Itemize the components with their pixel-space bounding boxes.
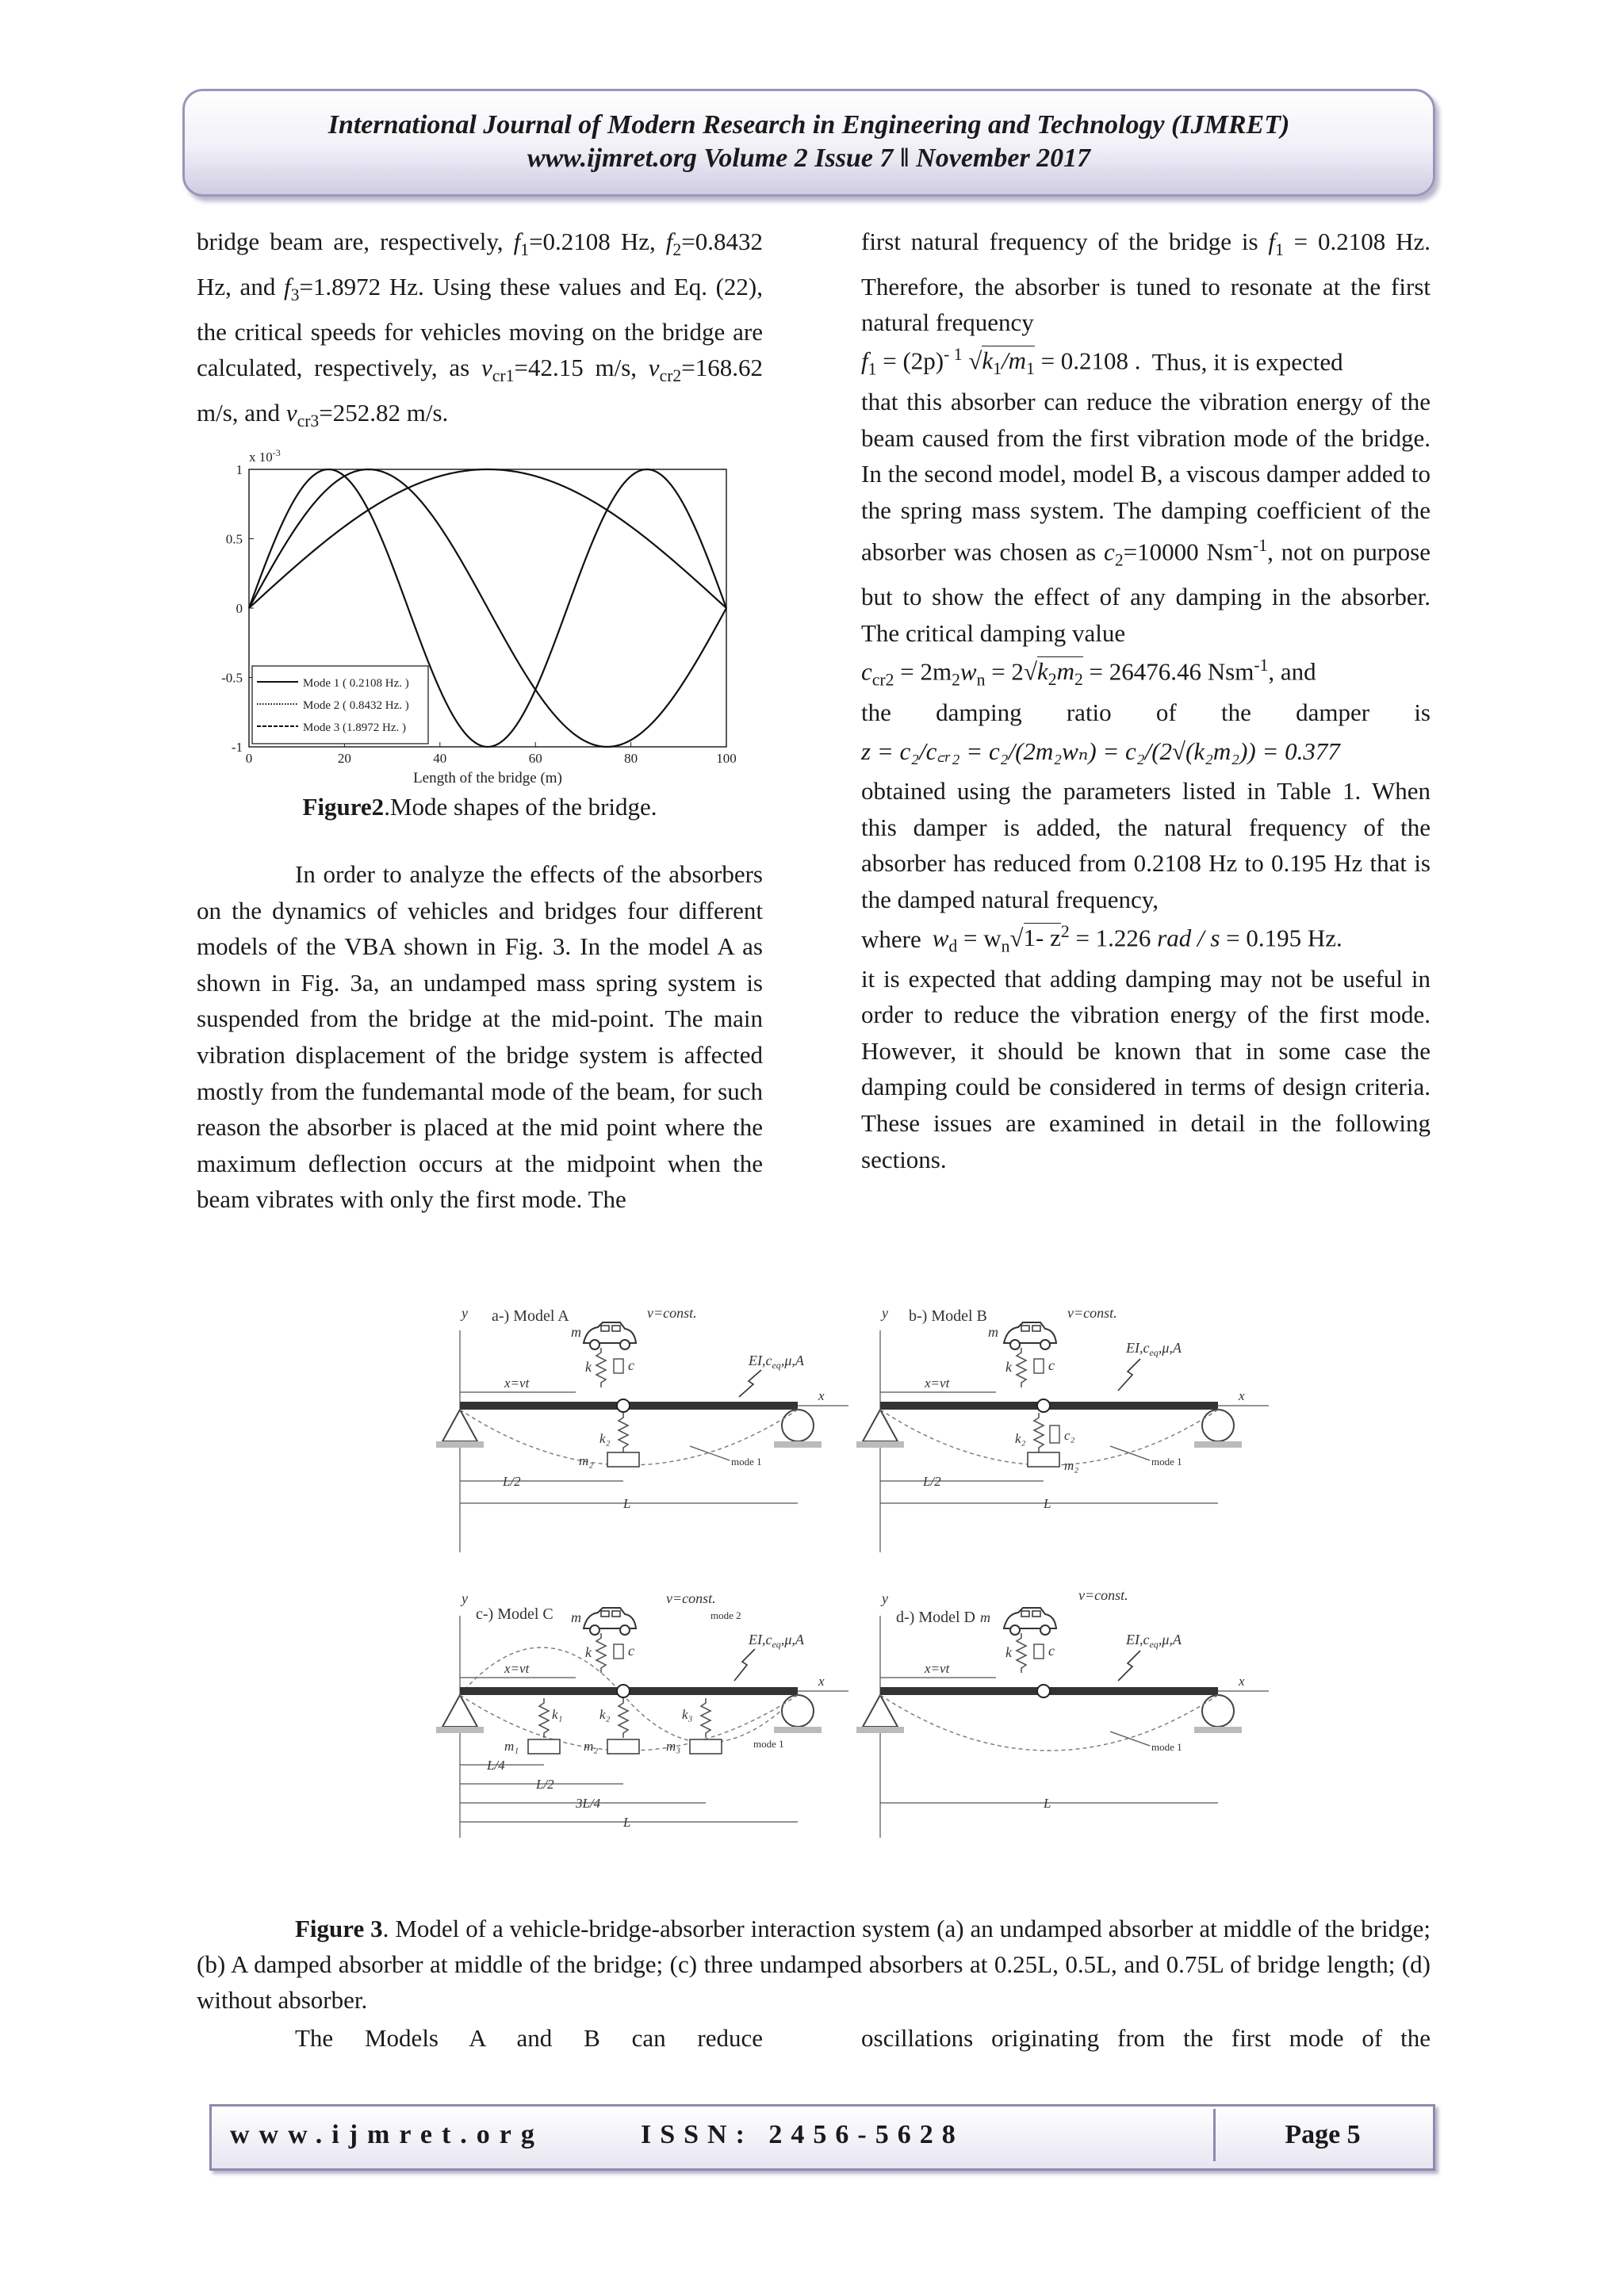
x-tick-label: 80 — [624, 751, 638, 766]
absorber-spring-icon — [619, 1698, 628, 1738]
ei-label-c: $EI,c_{eq},\mu,A$ — [749, 1632, 804, 1650]
roller-support-icon — [1194, 1695, 1242, 1733]
absorber-spring-icon — [701, 1698, 710, 1738]
mode1-label-d: mode 1 — [1151, 1741, 1182, 1753]
legend-mode-3: Mode 3 (1.8972 Hz. ) — [303, 721, 406, 734]
mode1-label-c: mode 1 — [753, 1738, 784, 1750]
c-label-b: c — [1048, 1357, 1055, 1373]
L-label-c: L — [623, 1815, 631, 1830]
roller-support-icon — [774, 1695, 822, 1733]
equation-damped-frequency: where $w_d = w_n√1-$ $z^2 = 1.226$ rad / s = 0.195 Hz. — [861, 921, 1342, 956]
x-tick-label: 20 — [337, 751, 351, 766]
absorber-spring-icon — [619, 1413, 628, 1452]
vconst-a: v=const. — [647, 1305, 697, 1321]
figure3-caption: Figure 3. Model of a vehicle-bridge-absorber interaction system (a) an undamped absorber at middle of the bridge; (b) A damped absorber at middle of the bridge; (c) three undamped absorbers at 0.25L, 0.5L, and 0.75L of bridge length; (d) without absorber. — [197, 1915, 1431, 2014]
right-paragraph-1: first natural frequency of the bridge is $f_1 = 0.2108$ Hz. Therefore, the absorber is tuned to resonate at the first natural frequency — [861, 228, 1431, 337]
right-paragraph-5: it is expected that adding damping may not be useful in order to reduce the vibration energy of the first mode. However, it should be known that in some case the damping could be considered in terms of design criteria. These issues are examined in detail in the following sections. — [861, 964, 1431, 1173]
xvt-label-b: x=vt — [925, 1376, 950, 1391]
axis-y-a: y — [462, 1305, 468, 1321]
mode-shape-chart — [197, 447, 763, 794]
c2-label-b: c₂ — [1064, 1428, 1075, 1443]
ei-label-b: $EI,c_{eq},\mu,A$ — [1126, 1340, 1182, 1358]
m2-label-a: m₂ — [579, 1453, 594, 1468]
vconst-b: v=const. — [1067, 1305, 1117, 1321]
vehicle-icon — [584, 1608, 636, 1635]
roller-support-icon — [774, 1410, 822, 1448]
k-label-c: k — [585, 1644, 592, 1660]
L-label-b: L — [1044, 1496, 1051, 1511]
mass-label-a: m — [571, 1324, 581, 1340]
y-tick-label: 0 — [236, 601, 243, 616]
k-label-b: k — [1005, 1359, 1012, 1375]
chart-scale-label: x $10^{-3}$ — [249, 447, 281, 465]
vehicle-spring-icon — [596, 1348, 606, 1387]
footer-page-number: Page 5 — [1213, 2109, 1430, 2161]
vehicle-icon — [1004, 1322, 1056, 1349]
chart-xlabel: Length of the bridge (m) — [413, 770, 562, 786]
vehicle-icon — [1004, 1608, 1056, 1635]
ei-label-d: $EI,c_{eq},\mu,A$ — [1126, 1632, 1182, 1650]
axis-x-a: x — [818, 1388, 825, 1403]
axis-x-d: x — [1239, 1674, 1245, 1689]
left-paragraph-1: bridge beam are, respectively, $f_1=0.2108$ Hz, $f_2=0.8432$ Hz, and $f_3=1.8972$ Hz. Using these values and Eq. (22), the critical speeds for vehicles moving on the bridge are calculated, respectively, as $v_{cr1}=42.15$ m/s, $v_{cr2}=168.62$ m/s, and $v_{cr3}=252.82$ m/s. — [197, 228, 763, 431]
vconst-d: v=const. — [1078, 1587, 1128, 1603]
x-tick-label: 40 — [433, 751, 447, 766]
axis-x-c: x — [818, 1674, 825, 1689]
pinned-support-icon — [436, 1695, 484, 1733]
panel-c-title: c-) Model C — [476, 1605, 553, 1623]
L-label-a: L — [623, 1496, 631, 1511]
x-tick-label: 0 — [245, 751, 253, 766]
xvt-label-c: x=vt — [504, 1661, 530, 1676]
pinned-support-icon — [856, 1410, 904, 1448]
ei-label-a: $EI,c_{eq},\mu,A$ — [749, 1353, 804, 1371]
right-paragraph-4: obtained using the parameters listed in Table 1. When this damper is added, the natural frequency of the absorber has reduced from 0.2108 Hz to 0.195 Hz that is the damped natural frequency, — [861, 777, 1431, 914]
journal-issue: www.ijmret.org Volume 2 Issue 7 ǁ November 2017 — [527, 144, 1091, 173]
pinned-support-icon — [856, 1695, 904, 1733]
axis-x-b: x — [1239, 1388, 1245, 1403]
mode-1-line — [249, 469, 726, 608]
right-paragraph-3: the damping ratio of the damper is — [861, 698, 1431, 726]
m2-label-c: m₂ — [584, 1739, 599, 1754]
right-paragraph-2: that this absorber can reduce the vibration energy of the beam caused from the first vibration mode of the bridge. In the second model, model B, a viscous damper added to the spring mass system. The damping coefficient of the absorber was chosen as $c_2=10000$ Nsm$^{-1}$, not on purpose but to show the effect of any damping in the absorber. The critical damping value — [861, 387, 1431, 648]
L2-label-a: L/2 — [503, 1474, 521, 1489]
mode1-label-a: mode 1 — [731, 1456, 762, 1468]
m2-label-b: m₂ — [1064, 1458, 1079, 1473]
axis-y-b: y — [882, 1305, 888, 1321]
vehicle-spring-icon — [1017, 1348, 1026, 1387]
panel-d-title: d-) Model D — [896, 1609, 975, 1626]
figure2-caption: Figure2.Mode shapes of the bridge. — [302, 793, 657, 821]
panel-b-title: b-) Model B — [909, 1307, 987, 1325]
vehicle-spring-icon — [596, 1633, 606, 1673]
L-label-d: L — [1044, 1796, 1051, 1811]
legend-mode-2: Mode 2 ( 0.8432 Hz. ) — [303, 699, 409, 712]
left-column — [197, 224, 763, 440]
vconst-c: v=const. — [666, 1590, 716, 1606]
roller-support-icon — [1194, 1410, 1242, 1448]
bottom-text-right: oscillations originating from the first mode of the — [861, 2024, 1431, 2052]
y-tick-label: -1 — [231, 740, 243, 755]
panel-a — [436, 1305, 848, 1552]
m3-label-c: m₃ — [666, 1739, 681, 1754]
y-tick-label: -0.5 — [221, 670, 243, 686]
k2-label-a: k₂ — [599, 1431, 611, 1446]
right-column — [861, 224, 1431, 1177]
equation-critical-damping: $c_{cr2} = 2m_2w_n = 2√k_2m_2 = 26476.46$ Nsm$^{-1}$, and — [861, 655, 1316, 690]
k3-label-c: k₃ — [682, 1707, 693, 1722]
k-label-d: k — [1005, 1644, 1012, 1660]
vehicle-spring-icon — [1017, 1633, 1026, 1673]
c-label-a: c — [628, 1357, 634, 1373]
axis-y-d: y — [882, 1590, 888, 1606]
x-tick-label: 60 — [528, 751, 542, 766]
mode2-label-c: mode 2 — [710, 1609, 741, 1621]
absorber-spring-icon — [1034, 1413, 1044, 1452]
mass-label-b: m — [988, 1324, 998, 1340]
k2-label-c: k₂ — [599, 1707, 611, 1722]
journal-title: International Journal of Modern Research in Engineering and Technology (IJMRET) — [327, 110, 1290, 140]
k-label-a: k — [585, 1359, 592, 1375]
xvt-label-d: x=vt — [925, 1661, 950, 1676]
footer-issn: ISSN: 2456-5628 — [641, 2120, 964, 2149]
panel-d — [856, 1587, 1269, 1838]
x-tick-label: 100 — [716, 751, 737, 766]
k2-label-b: k₂ — [1015, 1431, 1026, 1446]
y-tick-label: 0.5 — [225, 531, 243, 547]
equation-damping-ratio: z = c₂/c꜀ᵣ₂ = c₂/(2m₂wₙ) = c₂/(2√(k₂m₂)) = 0.377 — [861, 737, 1340, 766]
footer-url: www.ijmret.org — [230, 2120, 544, 2149]
legend-mode-1: Mode 1 ( 0.2108 Hz. ) — [303, 677, 409, 690]
journal-header — [182, 89, 1435, 197]
absorber-spring-icon — [539, 1698, 549, 1738]
xvt-label-a: x=vt — [504, 1376, 530, 1391]
left-paragraph-2: In order to analyze the effects of the absorbers on the dynamics of vehicles and bridges four different models of the VBA shown in Fig. 3. In the model A as shown in Fig. 3a, an undamped mass spring system is suspended from the bridge at the mid-point. The main vibration displacement of the bridge system is affected mostly from the fundemantal mode of the beam, for such reason the absorber is placed at the mid point where the maximum deflection occurs at the midpoint when the beam vibrates with only the first mode. The — [197, 860, 763, 1214]
vehicle-icon — [584, 1322, 636, 1349]
mode1-label-b: mode 1 — [1151, 1456, 1182, 1468]
panel-c — [436, 1590, 848, 1838]
L2-label-b: L/2 — [923, 1474, 941, 1489]
L4-label-c: L/4 — [487, 1758, 505, 1773]
mass-label-d: m — [980, 1609, 990, 1625]
bottom-text-left: The Models A and B can reduce — [295, 2024, 763, 2052]
mass-label-c: m — [571, 1609, 581, 1625]
m1-label-c: m₁ — [504, 1739, 519, 1754]
chart-legend — [252, 666, 428, 744]
c-label-d: c — [1048, 1643, 1055, 1659]
panel-a-title: a-) Model A — [492, 1307, 569, 1325]
k1-label-c: k₁ — [552, 1707, 563, 1722]
equation-natural-frequency: $f_1 = (2p)^{- 1}$ $√k_1/m_1 = 0.2108$ . Thus, it is expected — [861, 344, 1343, 379]
panel-b — [856, 1305, 1269, 1552]
axis-y-c: y — [462, 1590, 468, 1606]
c-label-c: c — [628, 1643, 634, 1659]
vba-model-diagram — [428, 1299, 1300, 1881]
L34-label-c: 3L/4 — [576, 1796, 601, 1811]
L2-label-c: L/2 — [536, 1777, 554, 1792]
y-tick-label: 1 — [236, 462, 243, 477]
pinned-support-icon — [436, 1410, 484, 1448]
